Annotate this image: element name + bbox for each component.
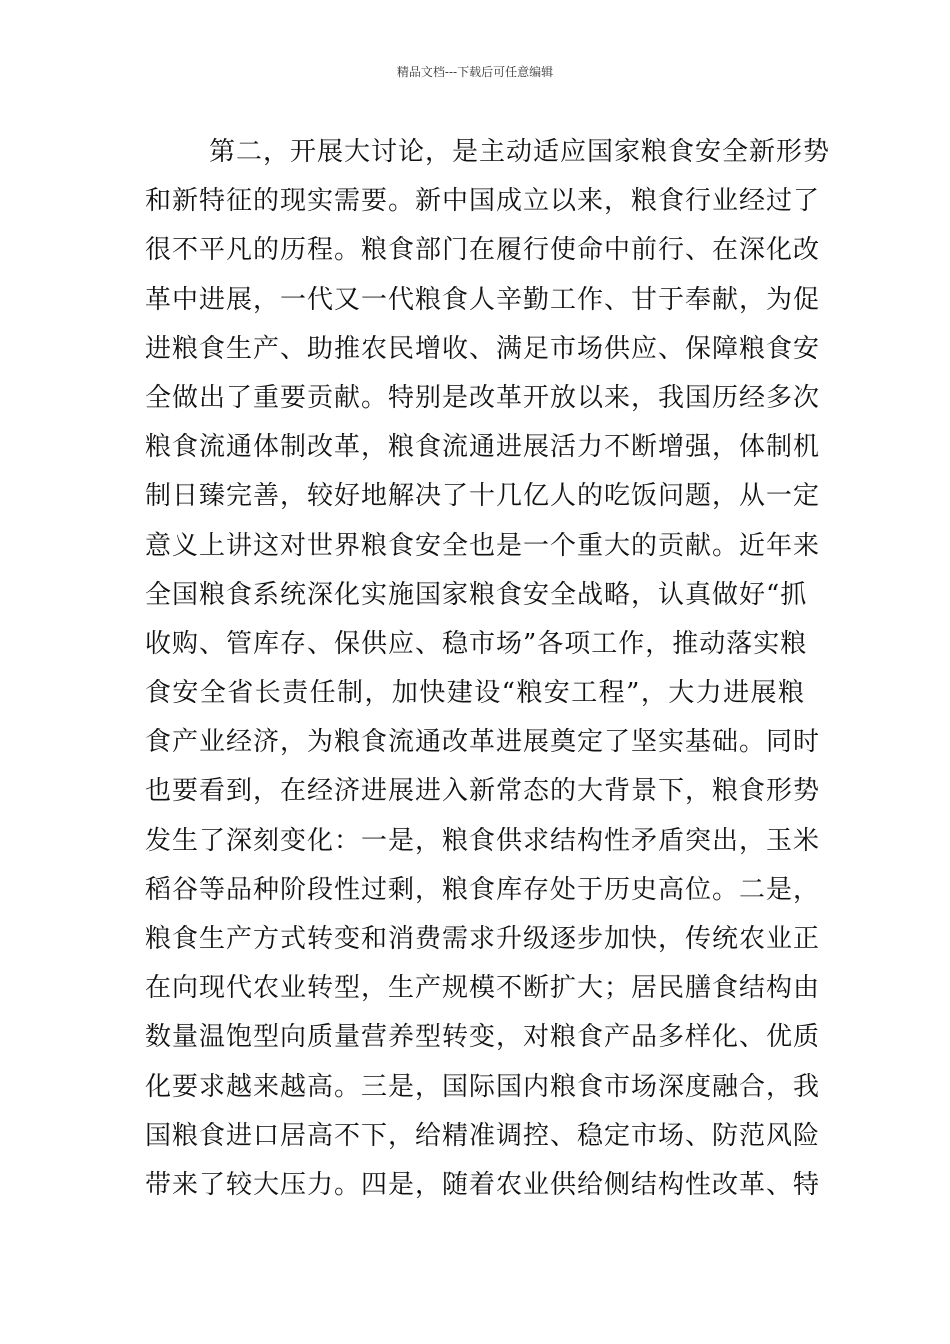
text-line: 全做出了重要贡献。特别是改革开放以来，我国历经多次 <box>145 382 821 413</box>
text-line: 带来了较大压力。四是，随着农业供给侧结构性改革、特 <box>145 1169 821 1200</box>
page-header: 精品文档---下载后可任意编辑 <box>396 65 554 79</box>
text-line: 食产业经济，为粮食流通改革进展奠定了坚实基础。同时 <box>145 727 821 758</box>
body-paragraph <box>145 128 831 1210</box>
text-line: 进粮食生产、助推农民增收、满足市场供应、保障粮食安 <box>145 333 821 364</box>
text-line: 也要看到，在经济进展进入新常态的大背景下，粮食形势 <box>145 776 821 807</box>
text-line: 很不平凡的历程。粮食部门在履行使命中前行、在深化改 <box>145 235 821 266</box>
text-line: 粮食生产方式转变和消费需求升级逐步加快，传统农业正 <box>145 924 821 954</box>
text-line: 第二，开展大讨论，是主动适应国家粮食安全新形势 <box>209 137 831 167</box>
text-line: 粮食流通体制改革，粮食流通进展活力不断增强，体制机 <box>145 432 821 463</box>
text-line: 在向现代农业转型，生产规模不断扩大；居民膳食结构由 <box>145 973 821 1004</box>
text-line: 和新特征的现实需要。新中国成立以来，粮食行业经过了 <box>145 186 821 217</box>
text-line: 数量温饱型向质量营养型转变，对粮食产品多样化、优质 <box>145 1022 821 1053</box>
text-line: 意义上讲这对世界粮食安全也是一个重大的贡献。近年来 <box>145 530 821 561</box>
text-line: 全国粮食系统深化实施国家粮食安全战略，认真做好“抓 <box>145 579 808 610</box>
text-line: 制日臻完善，较好地解决了十几亿人的吃饭问题，从一定 <box>145 481 821 512</box>
text-line: 国粮食进口居高不下，给精准调控、稳定市场、防范风险 <box>145 1120 821 1151</box>
text-line: 稻谷等品种阶段性过剩，粮食库存处于历史高位。二是， <box>145 874 821 905</box>
text-line: 化要求越来越高。三是，国际国内粮食市场深度融合，我 <box>145 1071 821 1102</box>
text-line: 食安全省长责任制，加快建设“粮安工程”，大力进展粮 <box>145 678 805 709</box>
text-line: 收购、管库存、保供应、稳市场”各项工作，推动落实粮 <box>145 628 808 659</box>
text-line: 革中进展，一代又一代粮食人辛勤工作、甘于奉献，为促 <box>145 284 821 315</box>
text-line: 发生了深刻变化：一是，粮食供求结构性矛盾突出，玉米 <box>145 825 821 856</box>
